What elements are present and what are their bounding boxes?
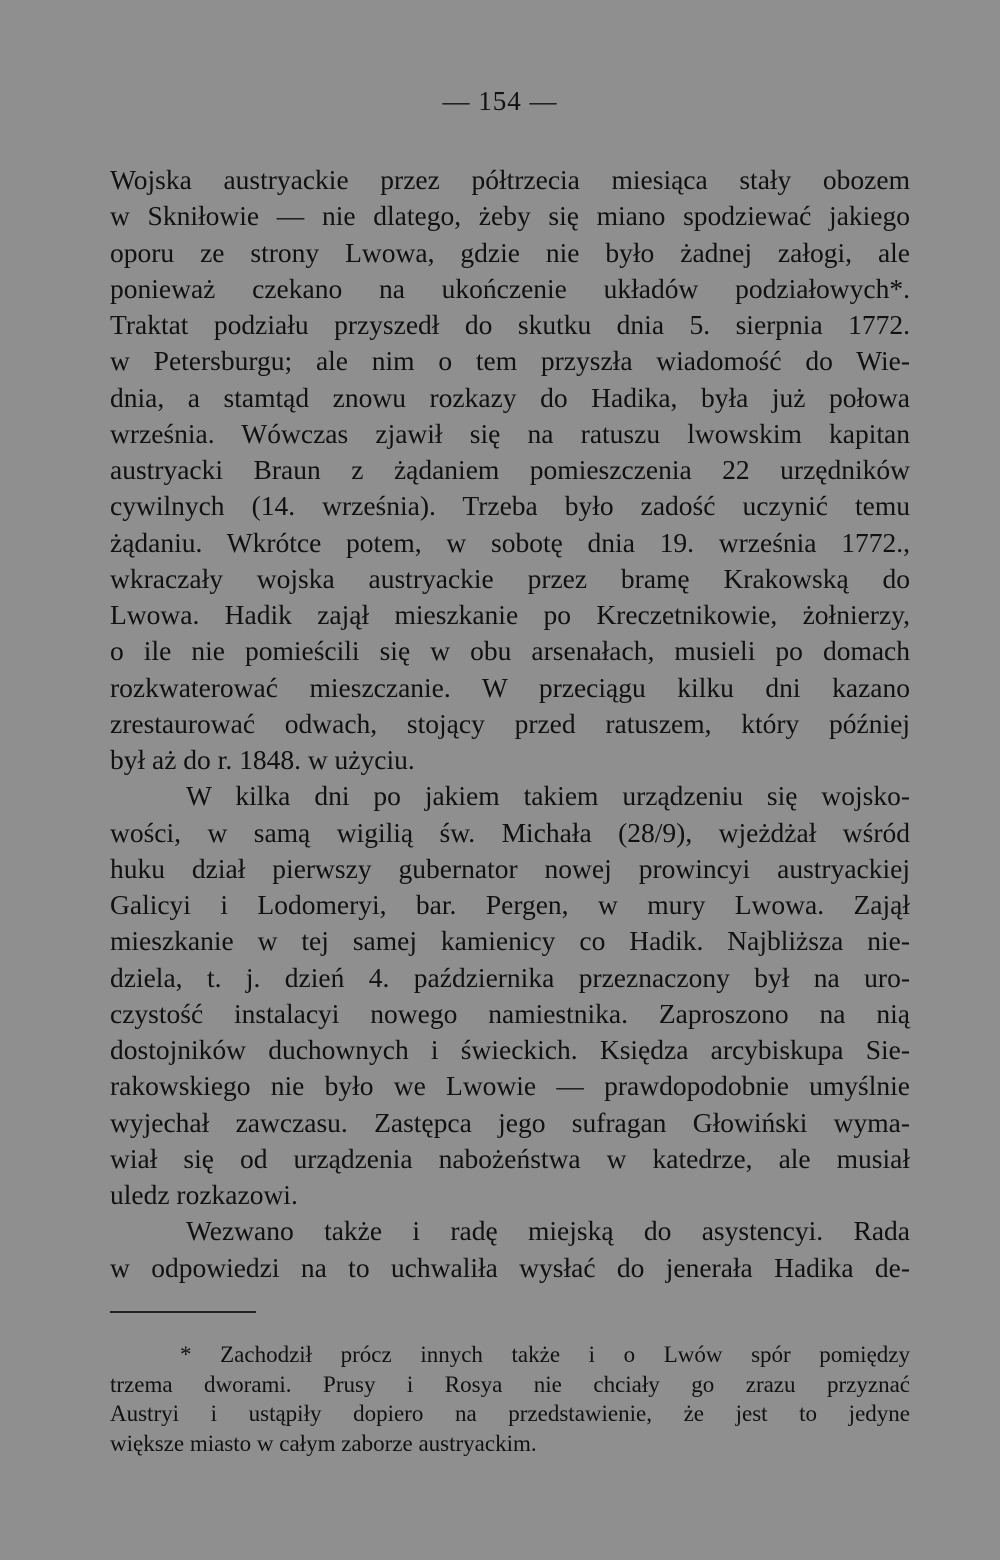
text-line: wyjechał zawczasu. Zastępca jego sufragan Głowiński wyma- [110, 1106, 910, 1138]
text-line: Wezwano także i radę miejską do asystencyi. Rada [186, 1215, 910, 1247]
page-number: — 154 — [442, 86, 558, 116]
text-line: w Petersburgu; ale nim o tem przyszła wiadomość do Wie- [110, 345, 910, 377]
text-line: Lwowa. Hadik zajął mieszkanie po Kreczetnikowie, żołnierzy, [110, 599, 910, 630]
text-line: ponieważ czekano na ukończenie układów podziałowych*. [110, 272, 910, 304]
text-line: był aż do r. 1848. w użyciu. [110, 744, 415, 775]
text-line: huku dział pierwszy gubernator nowej prowincyi austryackiej [110, 852, 910, 884]
text-line: dostojników duchownych i świeckich. Księdza arcybiskupa Sie- [110, 1034, 910, 1065]
paragraph-2 [110, 778, 910, 1213]
text-line: dnia, a stamtąd znowu rozkazy do Hadika, była już połowa [110, 381, 910, 413]
footnote [110, 1340, 910, 1458]
text-line: wkraczały wojska austryackie przez bramę Krakowską do [110, 562, 910, 594]
text-line: wości, w samą wigilią św. Michała (28/9), wjeżdżał wśród [110, 816, 910, 848]
footnote-line: * Zachodził prócz innych także i o Lwów spór pomiędzy [180, 1342, 910, 1367]
text-line: mieszkanie w tej samej kamienicy co Hadik. Najbliższa nie- [110, 925, 910, 957]
text-line: austryacki Braun z żądaniem pomieszczenia 22 urzędników [110, 454, 910, 485]
text-line: rakowskiego nie było we Lwowie — prawdopodobnie umyślnie [110, 1070, 910, 1102]
body-text [110, 162, 910, 1286]
text-line: Traktat podziału przyszedł do skutku dnia 5. sierpnia 1772. [110, 309, 910, 340]
footnote-line: Austryi i ustąpiły dopiero na przedstawienie, że jest to jedyne [110, 1401, 910, 1426]
text-line: w Skniłowie — nie dlatego, żeby się miano spodziewać jakiego [110, 200, 910, 232]
text-line: wiał się od urządzenia nabożeństwa w katedrze, ale musiał [110, 1142, 910, 1174]
text-line: dziela, t. j. dzień 4. października przeznaczony był na uro- [110, 961, 910, 993]
text-line: cywilnych (14. września). Trzeba było zadość uczynić temu [110, 490, 910, 522]
paragraph-1 [110, 162, 910, 778]
text-line: września. Wówczas zjawił się na ratuszu lwowskim kapitan [110, 417, 910, 449]
text-line: żądaniu. Wkrótce potem, w sobotę dnia 19. września 1772., [110, 526, 910, 558]
footnote-divider [110, 1311, 256, 1313]
footnote-line: większe miasto w całym zaborze austryackim. [110, 1430, 537, 1456]
footnote-line: trzema dworami. Prusy i Rosya nie chciały go zrazu przyznać [110, 1371, 910, 1397]
text-line: Wojska austryackie przez półtrzecia miesiąca stały obozem [110, 164, 910, 195]
text-line: uledz rozkazowi. [110, 1179, 298, 1210]
text-line: oporu ze strony Lwowa, gdzie nie było żadnej załogi, ale [110, 236, 910, 268]
text-line: czystość instalacyi nowego namiestnika. Zaproszono na nią [110, 997, 910, 1029]
text-line: W kilka dni po jakiem takiem urządzeniu się wojsko- [186, 780, 910, 812]
text-line: w odpowiedzi na to uchwaliła wysłać do jenerała Hadika de- [110, 1251, 910, 1283]
text-line: zrestaurować odwach, stojący przed ratuszem, który później [110, 707, 910, 739]
text-line: o ile nie pomieścili się w obu arsenałach, musieli po domach [110, 635, 910, 667]
text-line: rozkwaterować mieszczanie. W przeciągu kilku dni kazano [110, 671, 910, 703]
paragraph-3 [110, 1213, 910, 1286]
text-line: Galicyi i Lodomeryi, bar. Pergen, w mury Lwowa. Zajął [110, 889, 910, 920]
